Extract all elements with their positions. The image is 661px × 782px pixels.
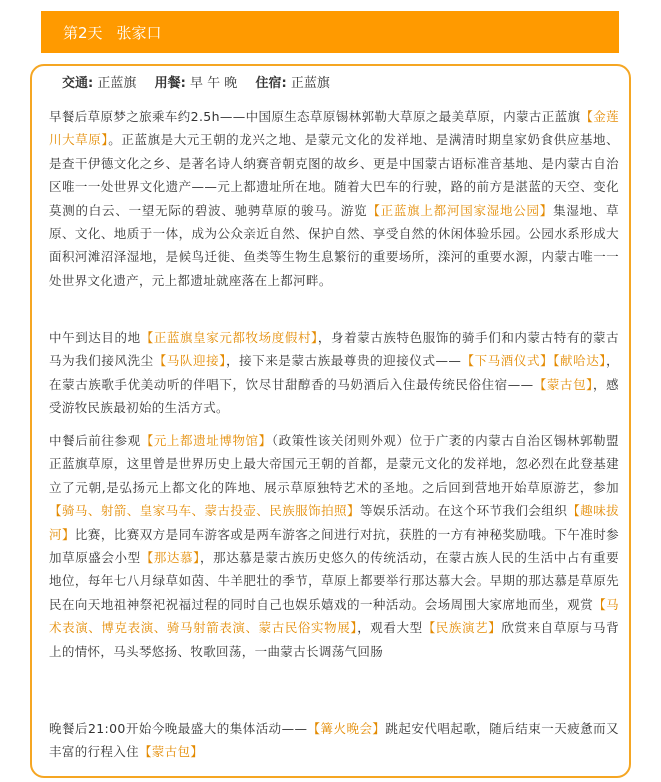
paragraph-text: 等娱乐活动。在这个环节我们会组织 <box>359 503 568 519</box>
evening-paragraph <box>49 717 619 764</box>
paragraph-text: ，那达慕是蒙古族历史悠久的传统活动，在蒙古族人民的生活中占有重要地位，每年七八月绿草如茵、牛羊肥壮的季节，草原上都要举行那达慕大会。早期的那达慕是草原先民在向天地祖神祭祀祝福过程的同时自己也娱乐嬉戏的一种活动。会场周围大家席地而坐，观赏 <box>49 550 619 612</box>
lodging-value: 正蓝旗 <box>290 76 330 91</box>
meals-label: 用餐: <box>154 76 186 91</box>
day-number: 第2天 <box>63 23 103 42</box>
day-header <box>41 11 619 53</box>
highlight-attraction: 【金莲川大草原】 <box>49 109 619 148</box>
afternoon-paragraph <box>49 429 619 663</box>
paragraph-text: 。正蓝旗是大元王朝的龙兴之地、是蒙元文化的发祥地、是满清时期皇家奶食供应基地、是查干伊德文化之乡、是著名诗人纳赛音朝克图的故乡、更是中国蒙古语标准音基地、是内蒙古自治区唯一一处世界文化遗产——元上都遗址所在地。随着大巴车的行驶，路的前方是湛蓝的天空、变化莫测的白云、一望无际的碧波、驰骋草原的骏马。游览 <box>49 132 619 218</box>
noon-paragraph <box>49 326 619 420</box>
meals-value: 早 午 晚 <box>189 76 238 91</box>
paragraph-text: 欣赏来自草原与马背上的情怀，马头琴悠扬、牧歌回荡，一曲蒙古长调荡气回肠 <box>49 620 619 659</box>
paragraph-text: 早餐后草原梦之旅乘车约2.5h——中国原生态草原锡林郭勒大草原之最美草原，内蒙古正蓝旗 <box>49 109 581 124</box>
morning-paragraph <box>49 105 619 292</box>
paragraph-text: ，身着蒙古族特色服饰的骑手们和内蒙古特有的蒙古马为我们接风洗尘 <box>49 330 619 369</box>
transport-label: 交通: <box>62 76 94 91</box>
highlight-attraction: 【马术表演、博克表演、骑马射箭表演、蒙古民俗实物展】 <box>49 596 620 636</box>
paragraph-text: 跳起安代唱起歌，随后结束一天疲惫而又丰富的行程入住 <box>49 721 619 760</box>
trip-info-row <box>62 75 330 93</box>
transport-value: 正蓝旗 <box>97 76 137 91</box>
paragraph-text: 晚餐后21:00开始今晚最盛大的集体活动—— <box>49 721 308 736</box>
itinerary-card <box>30 64 631 778</box>
highlight-attraction: 【骑马、射箭、皇家马车、蒙古投壶、民族服饰拍照】 <box>49 503 360 519</box>
paragraph-text: ，观看大型 <box>357 620 423 636</box>
paragraph-text: 比赛，比赛双方是同车游客或是两车游客之间进行对抗，获胜的一方有神秘奖励哦。下午准时参加草原盛会小型 <box>49 526 620 566</box>
highlight-attraction: 【篝火晚会】 <box>307 721 386 736</box>
paragraph-text: （政策性该关闭则外观）位于广袤的内蒙古自治区锡林郭勒盟正蓝旗草原，这里曾是世界历史上最大帝国元王朝的首都，是蒙元文化的发祥地，忽必烈在此登基建立了元朝,是弘扬元上都文化的阵地、展示草原独特艺术的圣地。之后回到营地开始草原游艺，参加 <box>49 433 619 495</box>
highlight-attraction: 【正蓝旗上都河国家湿地公园】 <box>367 202 554 218</box>
highlight-attraction: 【元上都遗址博物馆】 <box>140 433 272 448</box>
highlight-attraction: 【蒙古包】 <box>533 376 594 392</box>
highlight-attraction: 【马队迎接】 <box>153 353 227 369</box>
paragraph-text: 中午到达目的地 <box>49 330 141 345</box>
highlight-attraction: 【下马酒仪式】【献哈达】 <box>461 353 607 369</box>
paragraph-text: 中餐后前往参观 <box>49 433 141 448</box>
lodging-label: 住宿: <box>255 76 287 91</box>
paragraph-text: ，在蒙古族歌手优美动听的伴唱下，饮尽甘甜醇香的马奶酒后入住最传统民俗住宿—— <box>49 353 619 392</box>
highlight-attraction: 【民族演艺】 <box>422 620 502 636</box>
paragraph-text: 集湿地、草原、文化、地质于一体，成为公众亲近自然、保护自然、享受自然的休闲体验乐园。公园水系形成大面积河滩沼泽湿地，是候鸟迁徙、鱼类等生物生息繁衍的重要场所，滦河的重要水源，内蒙古唯一一处世界文化遗产，元上都遗址就座落在上都河畔。 <box>49 202 619 288</box>
highlight-attraction: 【正蓝旗皇家元都牧场度假村】 <box>140 330 318 345</box>
highlight-attraction: 【蒙古包】 <box>138 744 204 760</box>
paragraph-text: ，接下来是蒙古族最尊贵的迎接仪式—— <box>226 353 462 369</box>
day-city: 张家口 <box>116 23 162 42</box>
highlight-attraction: 【趣味拔河】 <box>49 503 620 542</box>
paragraph-text: ，感受游牧民族最初始的生活方式。 <box>49 376 620 416</box>
highlight-attraction: 【那达慕】 <box>140 550 200 566</box>
